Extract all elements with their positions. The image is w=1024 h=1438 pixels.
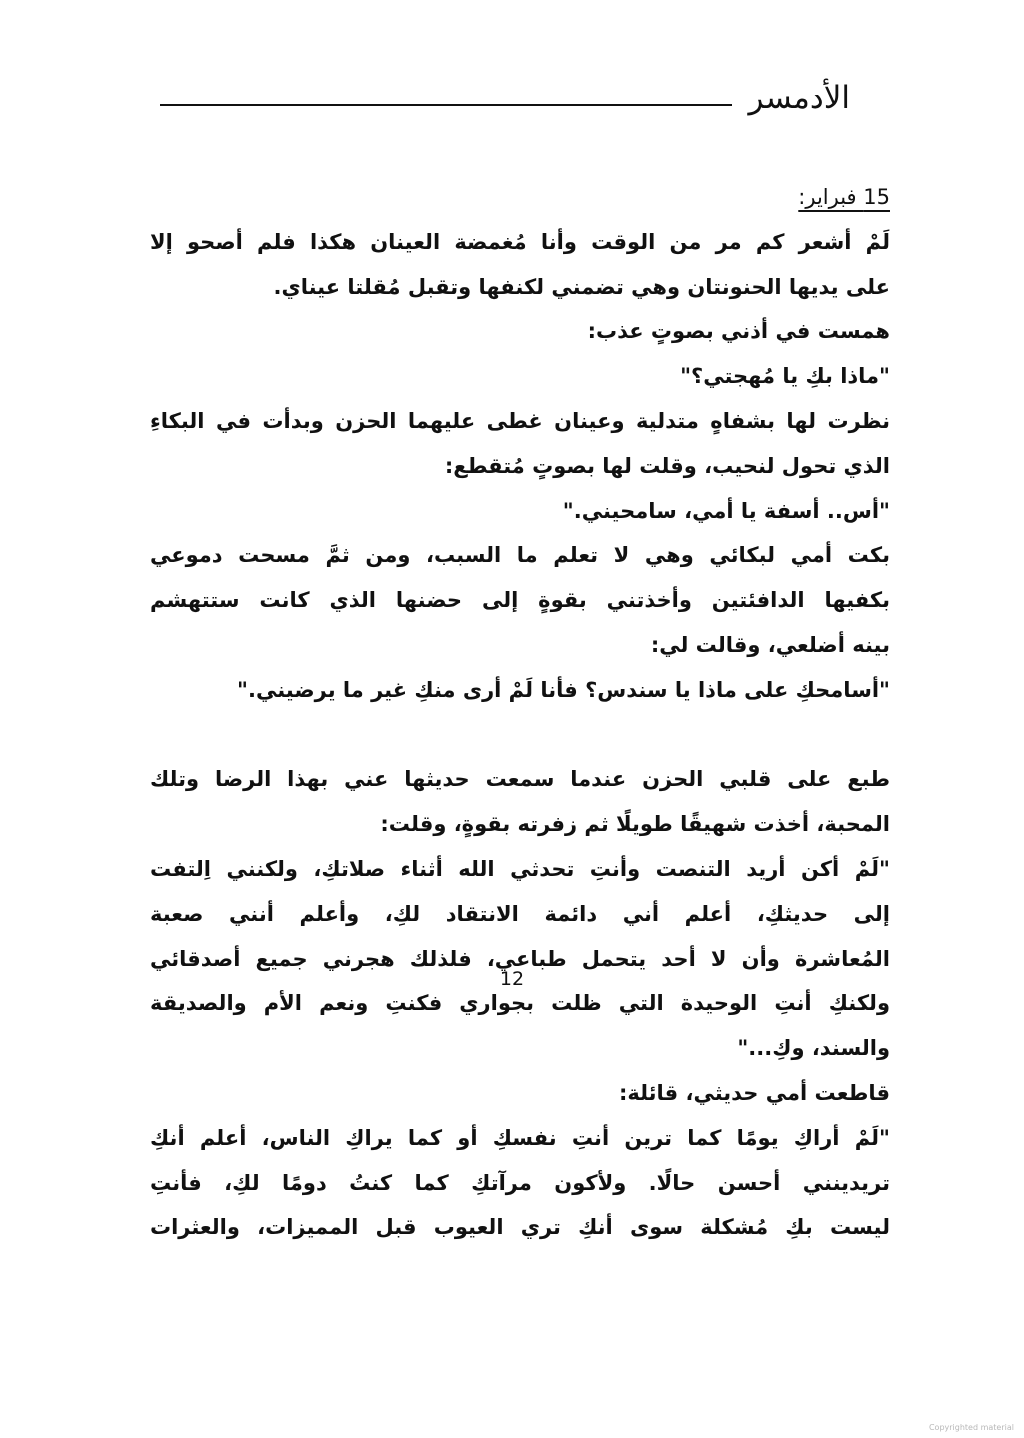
paragraph-line: بكفيها الدافئتين وأخذتني بقوةٍ إلى حضنها الذي كانت ستتهشم: [150, 588, 890, 613]
paragraph-line: طبع على قلبي الحزن عندما سمعت حديثها عني بهذا الرضا وتلك: [150, 767, 890, 792]
paragraph-gap: [150, 713, 890, 758]
paragraph-line: إلى حديثكِ، أعلم أني دائمة الانتقاد لكِ، وأعلم أنني صعبة: [150, 901, 890, 926]
paragraph-line: المُعاشرة وأن لا أحد يتحمل طباعي، فلذلك هجرني جميع أصدقائي: [150, 946, 890, 971]
paragraph-line: همست في أذني بصوتٍ عذب:: [587, 319, 890, 344]
paragraph-line: "لَمْ أراكِ يومًا كما ترين أنتِ نفسكِ أو كما يراكِ الناس، أعلم أنكِ: [150, 1125, 890, 1150]
paragraph-line: تريدينني أحسن حالًا. ولأكون مرآتكِ كما كنتُ دومًا لكِ، فأنتِ: [150, 1170, 890, 1195]
header-rule: [160, 104, 732, 106]
paragraph-line: المحبة، أخذت شهيقًا طويلًا ثم زفرته بقوةٍ، وقلت:: [380, 812, 890, 837]
body-text: [150, 175, 890, 1250]
paragraph-line: لَمْ أشعر كم مر من الوقت وأنا مُغمضة العينان هكذا فلم أصحو إلا: [150, 229, 890, 254]
paragraph-line: على يديها الحنونتان وهي تضمني لكنفها وتقبل مُقلتا عيناي.: [273, 274, 890, 299]
paragraph-line: الذي تحول لنحيب، وقلت لها بصوتٍ مُتقطع:: [444, 453, 890, 478]
running-header: [160, 80, 850, 120]
paragraph-line: والسند، وكِ...": [737, 1036, 890, 1061]
date-heading: 15 فبراير:: [798, 185, 890, 209]
paragraph-line: بينه أضلعي، وقالت لي:: [650, 632, 890, 657]
page-number: 12: [499, 968, 525, 990]
book-title: الأدمسر: [748, 80, 850, 116]
paragraph-line: قاطعت أمي حديثي، قائلة:: [618, 1080, 890, 1105]
paragraph-line: ليست بكِ مُشكلة سوى أنكِ تري العيوب قبل المميزات، والعثرات: [150, 1215, 890, 1240]
paragraph-line: نظرت لها بشفاهٍ متدلية وعينان غطى عليهما الحزن وبدأت في البكاءِ: [150, 408, 890, 433]
paragraph-line: ولكنكِ أنتِ الوحيدة التي ظلت بجواري فكنتِ ونعم الأم والصديقة: [150, 991, 890, 1016]
copyright-watermark: Copyrighted material: [928, 1423, 1014, 1432]
paragraph-line: "ماذا بكِ يا مُهجتي؟": [680, 364, 890, 389]
paragraph-line: بكت أمي لبكائي وهي لا تعلم ما السبب، ومن ثمَّ مسحت دموعي: [150, 543, 890, 568]
paragraph-line: "أسامحكِ على ماذا يا سندس؟ فأنا لَمْ أرى منكِ غير ما يرضيني.": [237, 677, 890, 702]
paragraph-line: "أس.. أسفة يا أمي، سامحيني.": [562, 498, 890, 523]
paragraph-line: "لَمْ أكن أريد التنصت وأنتِ تحدثي الله أثناء صلاتكِ، ولكنني اِلتفت: [150, 856, 890, 881]
